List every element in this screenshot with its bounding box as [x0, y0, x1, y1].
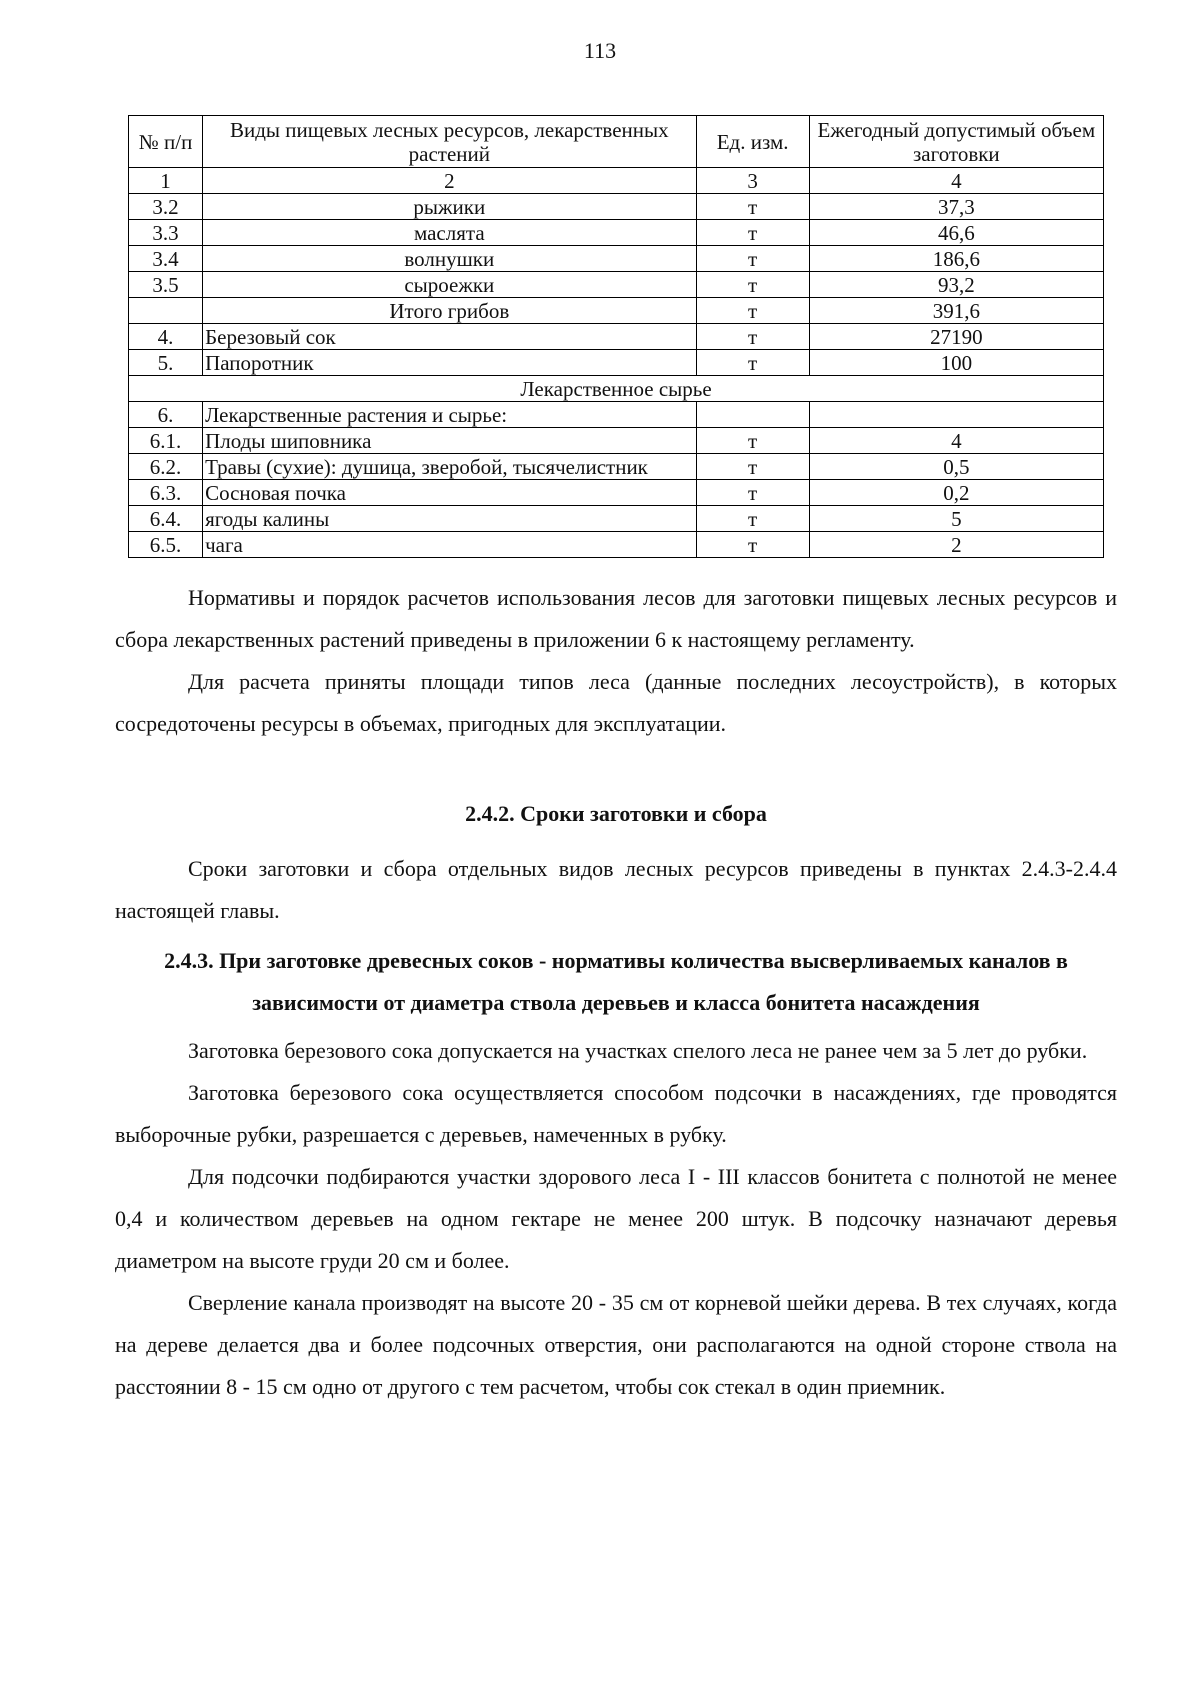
row-number: 6.5. [129, 532, 203, 558]
section-heading-2-4-2-wrap [115, 793, 1117, 835]
header-annual-volume: Ежегодный допустимый объем заготовки [809, 116, 1103, 168]
volume: 93,2 [809, 272, 1103, 298]
table-row [129, 194, 1104, 220]
unit: т [696, 298, 809, 324]
row-number: 6.1. [129, 428, 203, 454]
paragraph: Для расчета приняты площади типов леса (данные последних лесоустройств), в которых сосредоточены ресурсы в объемах, пригодных для эксплуатации. [115, 669, 1117, 736]
page-number: 113 [583, 38, 617, 63]
paragraph: Нормативы и порядок расчетов использования лесов для заготовки пищевых лесных ресурсов и сбора лекарственных растений приведены в приложении 6 к настоящему регламенту. [115, 585, 1117, 652]
unit: т [696, 506, 809, 532]
unit: т [696, 272, 809, 298]
header-number: № п/п [129, 116, 203, 168]
unit: т [696, 246, 809, 272]
unit: т [696, 350, 809, 376]
row-number: 6.3. [129, 480, 203, 506]
text-block-1 [115, 577, 1117, 745]
total-label: Итого грибов [203, 298, 697, 324]
header-unit: Ед. изм. [696, 116, 809, 168]
table-row [129, 272, 1104, 298]
text-block-2 [115, 848, 1117, 932]
row-number: 6.2. [129, 454, 203, 480]
row-number: 3.3 [129, 220, 203, 246]
row-number: 4. [129, 324, 203, 350]
row-number: 5. [129, 350, 203, 376]
resource-name: маслята [203, 220, 697, 246]
column-number: 2 [203, 168, 697, 194]
unit: т [696, 194, 809, 220]
empty-cell [696, 402, 809, 428]
table-row [129, 350, 1104, 376]
column-number: 1 [129, 168, 203, 194]
column-number: 4 [809, 168, 1103, 194]
total-volume: 391,6 [809, 298, 1103, 324]
paragraph: Сроки заготовки и сбора отдельных видов лесных ресурсов приведены в пунктах 2.4.3-2.4.4 настоящей главы. [115, 856, 1117, 923]
empty-cell [809, 402, 1103, 428]
column-number-row [129, 168, 1104, 194]
resource-name: Папоротник [203, 350, 697, 376]
table-header-row [129, 116, 1104, 168]
unit: т [696, 454, 809, 480]
unit: т [696, 220, 809, 246]
section-heading: 2.4.3. При заготовке древесных соков - нормативы количества высверливаемых каналов в зависимости от диаметра ствола деревьев и класса бонитета насаждения [164, 948, 1068, 1015]
table-row [129, 480, 1104, 506]
resource-name: волнушки [203, 246, 697, 272]
header-resource-type: Виды пищевых лесных ресурсов, лекарственных растений [203, 116, 697, 168]
resource-name: Березовый сок [203, 324, 697, 350]
paragraph: Для подсочки подбираются участки здорового леса I - III классов бонитета с полнотой не менее 0,4 и количеством деревьев на одном гектаре не менее 200 штук. В подсочку назначают деревья диаметром на высоте груди 20 см и более. [115, 1164, 1117, 1273]
table-row [129, 532, 1104, 558]
section-header-medicinal: Лекарственное сырье [129, 376, 1104, 402]
row-number: 3.4 [129, 246, 203, 272]
total-row [129, 298, 1104, 324]
paragraph: Заготовка березового сока допускается на участках спелого леса не ранее чем за 5 лет до рубки. [188, 1038, 1088, 1063]
volume: 27190 [809, 324, 1103, 350]
unit: т [696, 324, 809, 350]
row-number: 6.4. [129, 506, 203, 532]
row-number: 3.5 [129, 272, 203, 298]
table-row [129, 324, 1104, 350]
section-heading: 2.4.2. Сроки заготовки и сбора [465, 801, 767, 826]
resource-name: ягоды калины [203, 506, 697, 532]
resource-name: Плоды шиповника [203, 428, 697, 454]
section-header-row [129, 376, 1104, 402]
volume: 4 [809, 428, 1103, 454]
resource-name: рыжики [203, 194, 697, 220]
row-number: 6. [129, 402, 203, 428]
paragraph: Заготовка березового сока осуществляется способом подсочки в насаждениях, где проводятся выборочные рубки, разрешается с деревьев, намеченных в рубку. [115, 1080, 1117, 1147]
unit: т [696, 428, 809, 454]
unit: т [696, 480, 809, 506]
paragraph: Сверление канала производят на высоте 20 - 35 см от корневой шейки дерева. В тех случаях, когда на дереве делается два и более подсочных отверстия, они располагаются на одной стороне ствола на расстоянии 8 - 15 см одно от другого с тем расчетом, чтобы сок стекал в один приемник. [115, 1290, 1117, 1399]
resource-name: Сосновая почка [203, 480, 697, 506]
text-block-3 [115, 1030, 1117, 1408]
group-name: Лекарственные растения и сырье: [203, 402, 697, 428]
resource-name: Травы (сухие): душица, зверобой, тысячелистник [203, 454, 697, 480]
volume: 100 [809, 350, 1103, 376]
table-row [129, 246, 1104, 272]
resource-name: чага [203, 532, 697, 558]
volume: 5 [809, 506, 1103, 532]
column-number: 3 [696, 168, 809, 194]
row-number: 3.2 [129, 194, 203, 220]
volume: 186,6 [809, 246, 1103, 272]
volume: 0,2 [809, 480, 1103, 506]
group-row [129, 402, 1104, 428]
table-row [129, 506, 1104, 532]
unit: т [696, 532, 809, 558]
section-heading-2-4-3-wrap [155, 940, 1077, 1024]
volume: 37,3 [809, 194, 1103, 220]
table-row [129, 428, 1104, 454]
empty-cell [129, 298, 203, 324]
table-row [129, 454, 1104, 480]
volume: 0,5 [809, 454, 1103, 480]
volume: 2 [809, 532, 1103, 558]
resource-name: сыроежки [203, 272, 697, 298]
volume: 46,6 [809, 220, 1103, 246]
table-row [129, 220, 1104, 246]
resources-table [128, 115, 1104, 558]
